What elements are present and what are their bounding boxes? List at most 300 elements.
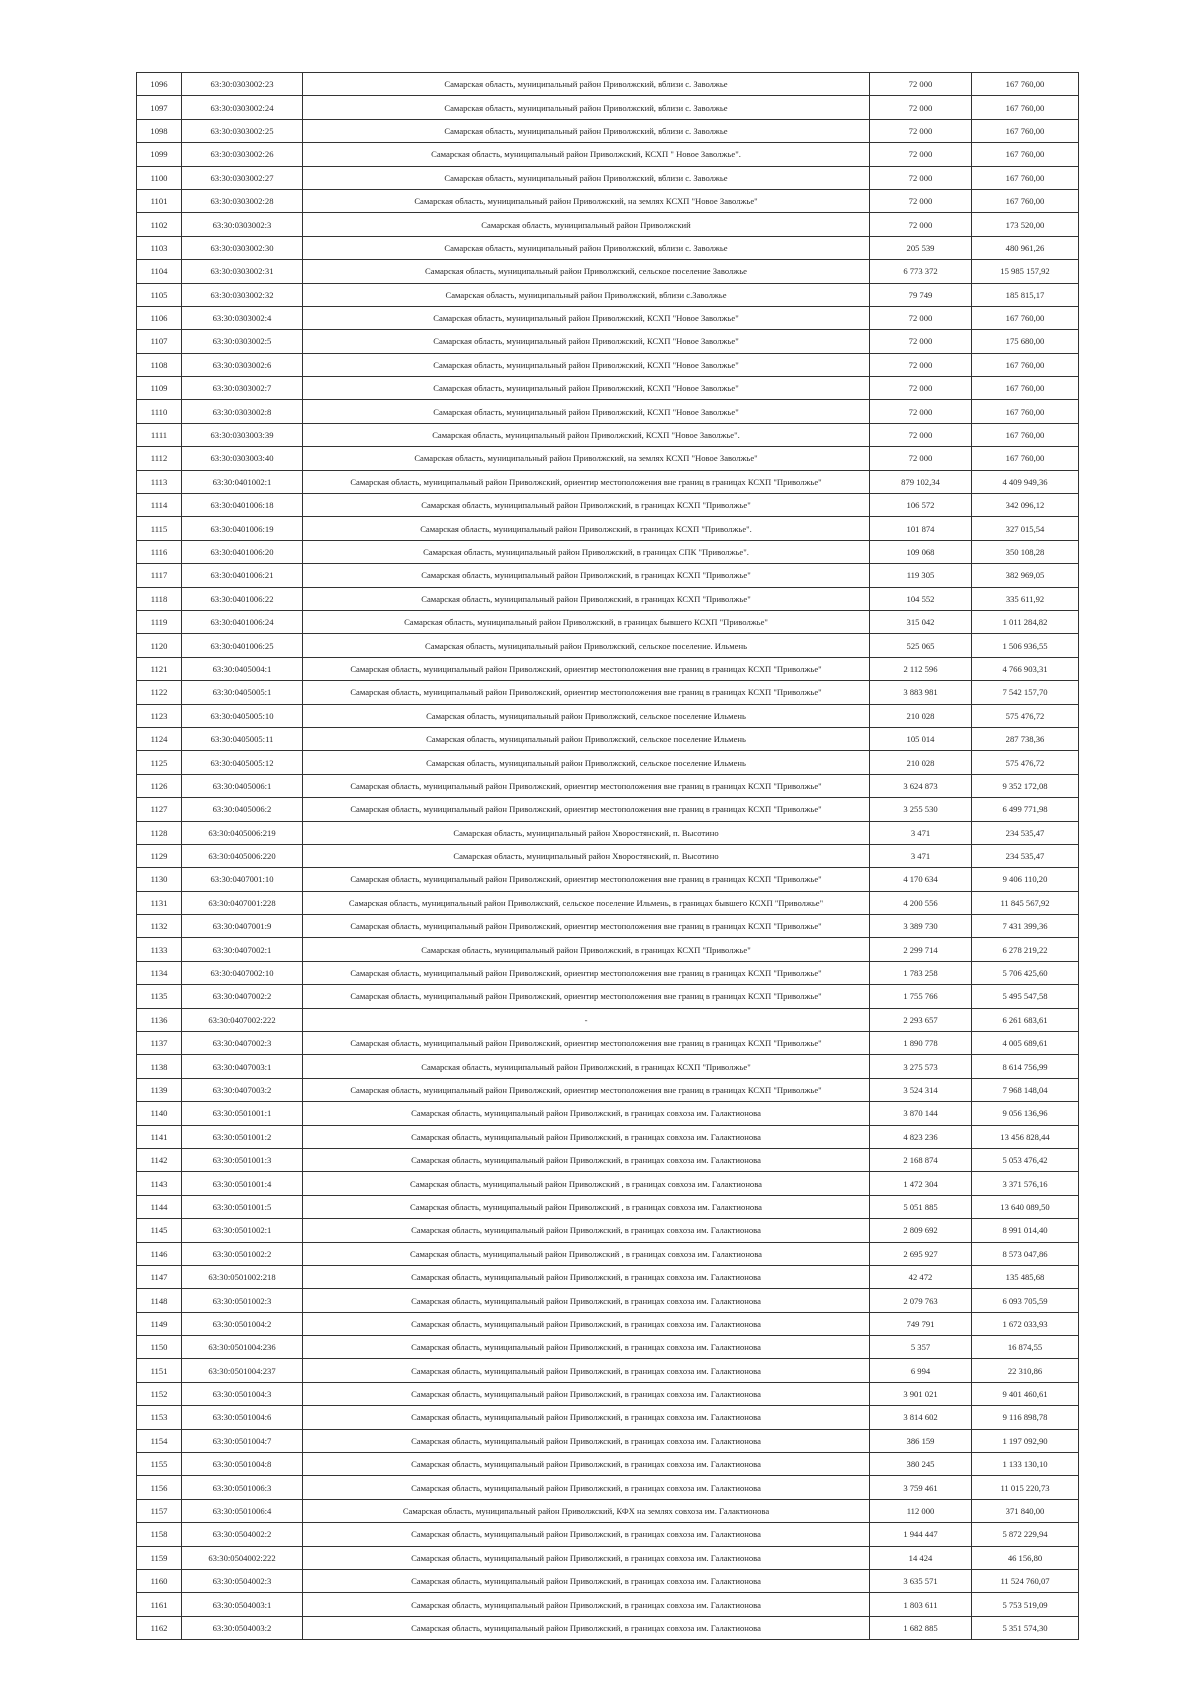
- cadastral-number-cell: 63:30:0501004:7: [182, 1429, 303, 1452]
- address-cell: Самарская область, муниципальный район Приволжский, на землях КСХП "Новое Заволжье": [303, 447, 870, 470]
- cadastral-number-cell: 63:30:0401006:21: [182, 564, 303, 587]
- cadastral-number-cell: 63:30:0407003:2: [182, 1078, 303, 1101]
- cadastral-number-cell: 63:30:0303003:39: [182, 423, 303, 446]
- value-cell: 1 506 936,55: [972, 634, 1079, 657]
- cadastral-number-cell: 63:30:0501001:4: [182, 1172, 303, 1195]
- area-cell: 879 102,34: [870, 470, 972, 493]
- address-cell: Самарская область, муниципальный район Приволжский, в границах совхоза им. Галактионова: [303, 1265, 870, 1288]
- value-cell: 6 093 705,59: [972, 1289, 1079, 1312]
- row-number-cell: 1157: [137, 1499, 182, 1522]
- value-cell: 371 840,00: [972, 1499, 1079, 1522]
- row-number-cell: 1112: [137, 447, 182, 470]
- address-cell: Самарская область, муниципальный район Приволжский, в границах совхоза им. Галактионова: [303, 1382, 870, 1405]
- address-cell: Самарская область, муниципальный район Приволжский, КСХП "Новое Заволжье": [303, 400, 870, 423]
- cadastral-number-cell: 63:30:0504002:222: [182, 1546, 303, 1569]
- table-row: [137, 1429, 1079, 1452]
- cadastral-number-cell: 63:30:0407002:222: [182, 1008, 303, 1031]
- address-cell: Самарская область, муниципальный район Приволжский, в границах совхоза им. Галактионова: [303, 1148, 870, 1171]
- value-cell: 167 760,00: [972, 119, 1079, 142]
- table-row: [137, 213, 1079, 236]
- cadastral-number-cell: 63:30:0401006:19: [182, 517, 303, 540]
- address-cell: Самарская область, муниципальный район Приволжский, в границах КСХП "Приволжье": [303, 494, 870, 517]
- area-cell: 104 552: [870, 587, 972, 610]
- cadastral-number-cell: 63:30:0501004:237: [182, 1359, 303, 1382]
- address-cell: Самарская область, муниципальный район Приволжский, в границах совхоза им. Галактионова: [303, 1125, 870, 1148]
- address-cell: Самарская область, муниципальный район Приволжский, сельское поселение Ильмень: [303, 751, 870, 774]
- table-row: [137, 1453, 1079, 1476]
- row-number-cell: 1108: [137, 353, 182, 376]
- area-cell: 386 159: [870, 1429, 972, 1452]
- cadastral-number-cell: 63:30:0405006:220: [182, 844, 303, 867]
- table-row: [137, 587, 1079, 610]
- address-cell: Самарская область, муниципальный район Приволжский, вблизи с. Заволжье: [303, 236, 870, 259]
- table-row: [137, 681, 1079, 704]
- row-number-cell: 1126: [137, 774, 182, 797]
- table-row: [137, 540, 1079, 563]
- row-number-cell: 1116: [137, 540, 182, 563]
- table-row: [137, 1570, 1079, 1593]
- address-cell: Самарская область, муниципальный район Приволжский, ориентир местоположения вне границ в границах КСХП "Приволжье": [303, 470, 870, 493]
- value-cell: 5 753 519,09: [972, 1593, 1079, 1616]
- value-cell: 5 495 547,58: [972, 985, 1079, 1008]
- table-row: [137, 634, 1079, 657]
- row-number-cell: 1130: [137, 868, 182, 891]
- table-row: [137, 1172, 1079, 1195]
- area-cell: 1 472 304: [870, 1172, 972, 1195]
- value-cell: 167 760,00: [972, 189, 1079, 212]
- value-cell: 5 053 476,42: [972, 1148, 1079, 1171]
- row-number-cell: 1152: [137, 1382, 182, 1405]
- address-cell: Самарская область, муниципальный район Приволжский, в границах совхоза им. Галактионова: [303, 1336, 870, 1359]
- area-cell: 5 357: [870, 1336, 972, 1359]
- area-cell: 105 014: [870, 727, 972, 750]
- cadastral-number-cell: 63:30:0405005:11: [182, 727, 303, 750]
- value-cell: 327 015,54: [972, 517, 1079, 540]
- table-row: [137, 727, 1079, 750]
- area-cell: 2 112 596: [870, 657, 972, 680]
- row-number-cell: 1118: [137, 587, 182, 610]
- area-cell: 4 170 634: [870, 868, 972, 891]
- cadastral-number-cell: 63:30:0501001:5: [182, 1195, 303, 1218]
- value-cell: 9 406 110,20: [972, 868, 1079, 891]
- value-cell: 173 520,00: [972, 213, 1079, 236]
- row-number-cell: 1114: [137, 494, 182, 517]
- value-cell: 335 611,92: [972, 587, 1079, 610]
- address-cell: Самарская область, муниципальный район Приволжский, сельское поселение. Ильмень: [303, 634, 870, 657]
- table-row: [137, 1125, 1079, 1148]
- value-cell: 1 197 092,90: [972, 1429, 1079, 1452]
- address-cell: Самарская область, муниципальный район Приволжский, ориентир местоположения вне границ в границах КСХП "Приволжье": [303, 868, 870, 891]
- cadastral-number-cell: 63:30:0303002:28: [182, 189, 303, 212]
- table-row: [137, 1499, 1079, 1522]
- area-cell: 72 000: [870, 400, 972, 423]
- cadastral-number-cell: 63:30:0303002:3: [182, 213, 303, 236]
- cadastral-number-cell: 63:30:0501002:218: [182, 1265, 303, 1288]
- cadastral-number-cell: 63:30:0501006:4: [182, 1499, 303, 1522]
- area-cell: 4 200 556: [870, 891, 972, 914]
- cadastral-number-cell: 63:30:0504003:2: [182, 1616, 303, 1639]
- table-row: [137, 283, 1079, 306]
- table-row: [137, 1336, 1079, 1359]
- cadastral-number-cell: 63:30:0303002:26: [182, 143, 303, 166]
- table-row: [137, 517, 1079, 540]
- area-cell: 749 791: [870, 1312, 972, 1335]
- value-cell: 1 011 284,82: [972, 610, 1079, 633]
- address-cell: Самарская область, муниципальный район Приволжский, ориентир местоположения вне границ в границах КСХП "Приволжье": [303, 1032, 870, 1055]
- value-cell: 7 542 157,70: [972, 681, 1079, 704]
- cadastral-number-cell: 63:30:0303002:5: [182, 330, 303, 353]
- address-cell: Самарская область, муниципальный район Приволжский, КСХП " Новое Заволжье".: [303, 143, 870, 166]
- value-cell: 11 845 567,92: [972, 891, 1079, 914]
- cadastral-number-cell: 63:30:0405006:2: [182, 798, 303, 821]
- address-cell: Самарская область, муниципальный район Приволжский, сельское поселение Ильмень, в границах бывшего КСХП "Приволжье": [303, 891, 870, 914]
- area-cell: 14 424: [870, 1546, 972, 1569]
- cadastral-number-cell: 63:30:0303002:27: [182, 166, 303, 189]
- address-cell: Самарская область, муниципальный район Приволжский, вблизи с. Заволжье: [303, 166, 870, 189]
- address-cell: Самарская область, муниципальный район Приволжский, в границах совхоза им. Галактионова: [303, 1453, 870, 1476]
- area-cell: 2 079 763: [870, 1289, 972, 1312]
- value-cell: 1 133 130,10: [972, 1453, 1079, 1476]
- address-cell: Самарская область, муниципальный район Приволжский, в границах КСХП "Приволжье".: [303, 517, 870, 540]
- cadastral-number-cell: 63:30:0405005:12: [182, 751, 303, 774]
- row-number-cell: 1151: [137, 1359, 182, 1382]
- area-cell: 1 944 447: [870, 1523, 972, 1546]
- area-cell: 3 471: [870, 844, 972, 867]
- value-cell: 4 409 949,36: [972, 470, 1079, 493]
- table-row: [137, 189, 1079, 212]
- address-cell: Самарская область, муниципальный район Приволжский, ориентир местоположения вне границ в границах КСХП "Приволжье": [303, 798, 870, 821]
- address-cell: Самарская область, муниципальный район Приволжский, сельское поселение Заволжье: [303, 260, 870, 283]
- area-cell: 72 000: [870, 166, 972, 189]
- cadastral-number-cell: 63:30:0407002:3: [182, 1032, 303, 1055]
- table-row: [137, 985, 1079, 1008]
- area-cell: 210 028: [870, 751, 972, 774]
- table-row: [137, 564, 1079, 587]
- cadastral-number-cell: 63:30:0407001:228: [182, 891, 303, 914]
- value-cell: 234 535,47: [972, 844, 1079, 867]
- value-cell: 8 614 756,99: [972, 1055, 1079, 1078]
- row-number-cell: 1146: [137, 1242, 182, 1265]
- table-row: [137, 166, 1079, 189]
- value-cell: 287 738,36: [972, 727, 1079, 750]
- area-cell: 3 635 571: [870, 1570, 972, 1593]
- table-row: [137, 1406, 1079, 1429]
- value-cell: 9 352 172,08: [972, 774, 1079, 797]
- area-cell: 72 000: [870, 213, 972, 236]
- cadastral-number-cell: 63:30:0303002:25: [182, 119, 303, 142]
- row-number-cell: 1133: [137, 938, 182, 961]
- address-cell: Самарская область, муниципальный район Приволжский, ориентир местоположения вне границ в границах КСХП "Приволжье": [303, 915, 870, 938]
- value-cell: 167 760,00: [972, 306, 1079, 329]
- cadastral-number-cell: 63:30:0405005:10: [182, 704, 303, 727]
- area-cell: 106 572: [870, 494, 972, 517]
- value-cell: 5 351 574,30: [972, 1616, 1079, 1639]
- cadastral-number-cell: 63:30:0501002:2: [182, 1242, 303, 1265]
- row-number-cell: 1141: [137, 1125, 182, 1148]
- cadastral-number-cell: 63:30:0303002:32: [182, 283, 303, 306]
- row-number-cell: 1100: [137, 166, 182, 189]
- row-number-cell: 1149: [137, 1312, 182, 1335]
- row-number-cell: 1104: [137, 260, 182, 283]
- address-cell: Самарская область, муниципальный район Приволжский , в границах совхоза им. Галактионова: [303, 1195, 870, 1218]
- row-number-cell: 1140: [137, 1102, 182, 1125]
- cadastral-number-cell: 63:30:0501001:3: [182, 1148, 303, 1171]
- value-cell: 167 760,00: [972, 377, 1079, 400]
- cadastral-number-cell: 63:30:0504002:3: [182, 1570, 303, 1593]
- value-cell: 9 056 136,96: [972, 1102, 1079, 1125]
- cadastral-number-cell: 63:30:0501001:1: [182, 1102, 303, 1125]
- table-row: [137, 306, 1079, 329]
- address-cell: Самарская область, муниципальный район Приволжский, вблизи с. Заволжье: [303, 73, 870, 96]
- address-cell: Самарская область, муниципальный район Приволжский, КСХП "Новое Заволжье".: [303, 423, 870, 446]
- area-cell: 3 901 021: [870, 1382, 972, 1405]
- table-row: [137, 798, 1079, 821]
- value-cell: 13 640 089,50: [972, 1195, 1079, 1218]
- row-number-cell: 1106: [137, 306, 182, 329]
- row-number-cell: 1142: [137, 1148, 182, 1171]
- row-number-cell: 1124: [137, 727, 182, 750]
- value-cell: 8 991 014,40: [972, 1219, 1079, 1242]
- address-cell: Самарская область, муниципальный район Приволжский, в границах совхоза им. Галактионова: [303, 1476, 870, 1499]
- row-number-cell: 1135: [137, 985, 182, 1008]
- row-number-cell: 1139: [137, 1078, 182, 1101]
- value-cell: 3 371 576,16: [972, 1172, 1079, 1195]
- value-cell: 167 760,00: [972, 353, 1079, 376]
- table-row: [137, 704, 1079, 727]
- table-row: [137, 891, 1079, 914]
- value-cell: 480 961,26: [972, 236, 1079, 259]
- value-cell: 167 760,00: [972, 400, 1079, 423]
- row-number-cell: 1121: [137, 657, 182, 680]
- table-body: [137, 73, 1079, 1640]
- row-number-cell: 1125: [137, 751, 182, 774]
- table-row: [137, 1312, 1079, 1335]
- row-number-cell: 1134: [137, 961, 182, 984]
- cadastral-number-cell: 63:30:0407001:10: [182, 868, 303, 891]
- row-number-cell: 1096: [137, 73, 182, 96]
- area-cell: 3 814 602: [870, 1406, 972, 1429]
- area-cell: 1 890 778: [870, 1032, 972, 1055]
- cadastral-number-cell: 63:30:0407002:1: [182, 938, 303, 961]
- table-row: [137, 96, 1079, 119]
- cadastral-number-cell: 63:30:0504003:1: [182, 1593, 303, 1616]
- row-number-cell: 1117: [137, 564, 182, 587]
- row-number-cell: 1138: [137, 1055, 182, 1078]
- area-cell: 72 000: [870, 189, 972, 212]
- area-cell: 2 809 692: [870, 1219, 972, 1242]
- table-row: [137, 1195, 1079, 1218]
- address-cell: Самарская область, муниципальный район Приволжский, в границах совхоза им. Галактионова: [303, 1289, 870, 1312]
- row-number-cell: 1097: [137, 96, 182, 119]
- cadastral-number-cell: 63:30:0501004:8: [182, 1453, 303, 1476]
- address-cell: Самарская область, муниципальный район Приволжский, в границах КСХП "Приволжье": [303, 564, 870, 587]
- table-row: [137, 1523, 1079, 1546]
- area-cell: 72 000: [870, 96, 972, 119]
- table-row: [137, 400, 1079, 423]
- address-cell: Самарская область, муниципальный район Приволжский: [303, 213, 870, 236]
- address-cell: Самарская область, муниципальный район Приволжский, в границах СПК "Приволжье".: [303, 540, 870, 563]
- area-cell: 72 000: [870, 377, 972, 400]
- area-cell: 5 051 885: [870, 1195, 972, 1218]
- address-cell: Самарская область, муниципальный район Приволжский, в границах совхоза им. Галактионова: [303, 1359, 870, 1382]
- value-cell: 167 760,00: [972, 423, 1079, 446]
- area-cell: 1 755 766: [870, 985, 972, 1008]
- row-number-cell: 1115: [137, 517, 182, 540]
- address-cell: Самарская область, муниципальный район Приволжский, в границах бывшего КСХП "Приволжье": [303, 610, 870, 633]
- value-cell: 4 005 689,61: [972, 1032, 1079, 1055]
- table-row: [137, 423, 1079, 446]
- cadastral-number-cell: 63:30:0405004:1: [182, 657, 303, 680]
- address-cell: Самарская область, муниципальный район Приволжский, в границах совхоза им. Галактионова: [303, 1312, 870, 1335]
- address-cell: Самарская область, муниципальный район Приволжский, в границах совхоза им. Галактионова: [303, 1406, 870, 1429]
- value-cell: 234 535,47: [972, 821, 1079, 844]
- cadastral-number-cell: 63:30:0401006:24: [182, 610, 303, 633]
- address-cell: Самарская область, муниципальный район Приволжский, ориентир местоположения вне границ в границах КСХП "Приволжье": [303, 657, 870, 680]
- area-cell: 3 255 530: [870, 798, 972, 821]
- area-cell: 3 471: [870, 821, 972, 844]
- address-cell: Самарская область, муниципальный район Приволжский, на землях КСХП "Новое Заволжье": [303, 189, 870, 212]
- value-cell: 382 969,05: [972, 564, 1079, 587]
- cadastral-number-cell: 63:30:0501006:3: [182, 1476, 303, 1499]
- address-cell: Самарская область, муниципальный район Приволжский, в границах совхоза им. Галактионова: [303, 1616, 870, 1639]
- cadastral-number-cell: 63:30:0501004:236: [182, 1336, 303, 1359]
- address-cell: Самарская область, муниципальный район Приволжский, КСХП "Новое Заволжье": [303, 306, 870, 329]
- row-number-cell: 1123: [137, 704, 182, 727]
- row-number-cell: 1150: [137, 1336, 182, 1359]
- area-cell: 72 000: [870, 306, 972, 329]
- value-cell: 185 815,17: [972, 283, 1079, 306]
- address-cell: Самарская область, муниципальный район Приволжский, в границах КСХП "Приволжье": [303, 1055, 870, 1078]
- table-row: [137, 751, 1079, 774]
- address-cell: Самарская область, муниципальный район Приволжский, КФХ на землях совхоза им. Галактионова: [303, 1499, 870, 1522]
- address-cell: Самарская область, муниципальный район Хворостянский, п. Высотино: [303, 844, 870, 867]
- address-cell: Самарская область, муниципальный район Приволжский, ориентир местоположения вне границ в границах КСХП "Приволжье": [303, 985, 870, 1008]
- value-cell: 350 108,28: [972, 540, 1079, 563]
- area-cell: 42 472: [870, 1265, 972, 1288]
- row-number-cell: 1155: [137, 1453, 182, 1476]
- address-cell: Самарская область, муниципальный район Приволжский, вблизи с.Заволжье: [303, 283, 870, 306]
- area-cell: 525 065: [870, 634, 972, 657]
- address-cell: Самарская область, муниципальный район Приволжский , в границах совхоза им. Галактионова: [303, 1242, 870, 1265]
- value-cell: 167 760,00: [972, 166, 1079, 189]
- cadastral-number-cell: 63:30:0303002:30: [182, 236, 303, 259]
- address-cell: Самарская область, муниципальный район Приволжский, ориентир местоположения вне границ в границах КСХП "Приволжье": [303, 774, 870, 797]
- table-row: [137, 143, 1079, 166]
- table-row: [137, 1546, 1079, 1569]
- row-number-cell: 1136: [137, 1008, 182, 1031]
- value-cell: 7 968 148,04: [972, 1078, 1079, 1101]
- area-cell: 119 305: [870, 564, 972, 587]
- row-number-cell: 1129: [137, 844, 182, 867]
- table-row: [137, 938, 1079, 961]
- area-cell: 72 000: [870, 143, 972, 166]
- row-number-cell: 1144: [137, 1195, 182, 1218]
- cadastral-number-cell: 63:30:0303002:4: [182, 306, 303, 329]
- row-number-cell: 1161: [137, 1593, 182, 1616]
- row-number-cell: 1101: [137, 189, 182, 212]
- table-row: [137, 610, 1079, 633]
- area-cell: 6 773 372: [870, 260, 972, 283]
- cadastral-number-cell: 63:30:0504002:2: [182, 1523, 303, 1546]
- value-cell: 13 456 828,44: [972, 1125, 1079, 1148]
- area-cell: 2 168 874: [870, 1148, 972, 1171]
- row-number-cell: 1119: [137, 610, 182, 633]
- table-row: [137, 961, 1079, 984]
- address-cell: Самарская область, муниципальный район Приволжский, сельское поселение Ильмень: [303, 704, 870, 727]
- value-cell: 6 261 683,61: [972, 1008, 1079, 1031]
- area-cell: 3 275 573: [870, 1055, 972, 1078]
- row-number-cell: 1159: [137, 1546, 182, 1569]
- address-cell: Самарская область, муниципальный район Приволжский, в границах совхоза им. Галактионова: [303, 1219, 870, 1242]
- value-cell: 6 499 771,98: [972, 798, 1079, 821]
- row-number-cell: 1162: [137, 1616, 182, 1639]
- value-cell: 167 760,00: [972, 73, 1079, 96]
- address-cell: Самарская область, муниципальный район Приволжский, ориентир местоположения вне границ в границах КСХП "Приволжье": [303, 681, 870, 704]
- table-row: [137, 844, 1079, 867]
- table-row: [137, 774, 1079, 797]
- cadastral-number-cell: 63:30:0303002:31: [182, 260, 303, 283]
- table-row: [137, 1148, 1079, 1171]
- table-row: [137, 1242, 1079, 1265]
- address-cell: Самарская область, муниципальный район Приволжский, КСХП "Новое Заволжье": [303, 377, 870, 400]
- area-cell: 112 000: [870, 1499, 972, 1522]
- address-cell: Самарская область, муниципальный район Приволжский, КСХП "Новое Заволжье": [303, 353, 870, 376]
- area-cell: 205 539: [870, 236, 972, 259]
- cadastral-number-cell: 63:30:0501004:3: [182, 1382, 303, 1405]
- cadastral-number-cell: 63:30:0405005:1: [182, 681, 303, 704]
- area-cell: 380 245: [870, 1453, 972, 1476]
- area-cell: 3 524 314: [870, 1078, 972, 1101]
- cadastral-number-cell: 63:30:0501002:3: [182, 1289, 303, 1312]
- value-cell: 575 476,72: [972, 751, 1079, 774]
- row-number-cell: 1102: [137, 213, 182, 236]
- table-row: [137, 494, 1079, 517]
- cadastral-number-cell: 63:30:0407003:1: [182, 1055, 303, 1078]
- address-cell: Самарская область, муниципальный район Приволжский , в границах совхоза им. Галактионова: [303, 1172, 870, 1195]
- cadastral-number-cell: 63:30:0401002:1: [182, 470, 303, 493]
- table-row: [137, 1359, 1079, 1382]
- row-number-cell: 1099: [137, 143, 182, 166]
- table-row: [137, 1476, 1079, 1499]
- table-row: [137, 1616, 1079, 1639]
- area-cell: 1 803 611: [870, 1593, 972, 1616]
- cadastral-number-cell: 63:30:0407002:10: [182, 961, 303, 984]
- address-cell: Самарская область, муниципальный район Приволжский, вблизи с. Заволжье: [303, 119, 870, 142]
- value-cell: 9 401 460,61: [972, 1382, 1079, 1405]
- value-cell: 9 116 898,78: [972, 1406, 1079, 1429]
- value-cell: 5 706 425,60: [972, 961, 1079, 984]
- value-cell: 575 476,72: [972, 704, 1079, 727]
- cadastral-number-cell: 63:30:0401006:25: [182, 634, 303, 657]
- area-cell: 72 000: [870, 353, 972, 376]
- address-cell: Самарская область, муниципальный район Приволжский, в границах КСХП "Приволжье": [303, 587, 870, 610]
- address-cell: Самарская область, муниципальный район Приволжский, в границах совхоза им. Галактионова: [303, 1546, 870, 1569]
- cadastral-number-cell: 63:30:0401006:20: [182, 540, 303, 563]
- area-cell: 109 068: [870, 540, 972, 563]
- value-cell: 342 096,12: [972, 494, 1079, 517]
- row-number-cell: 1127: [137, 798, 182, 821]
- table-row: [137, 470, 1079, 493]
- area-cell: 72 000: [870, 73, 972, 96]
- area-cell: 3 389 730: [870, 915, 972, 938]
- address-cell: Самарская область, муниципальный район Приволжский, в границах КСХП "Приволжье": [303, 938, 870, 961]
- value-cell: 16 874,55: [972, 1336, 1079, 1359]
- row-number-cell: 1143: [137, 1172, 182, 1195]
- table-row: [137, 1593, 1079, 1616]
- row-number-cell: 1098: [137, 119, 182, 142]
- area-cell: 3 870 144: [870, 1102, 972, 1125]
- area-cell: 6 994: [870, 1359, 972, 1382]
